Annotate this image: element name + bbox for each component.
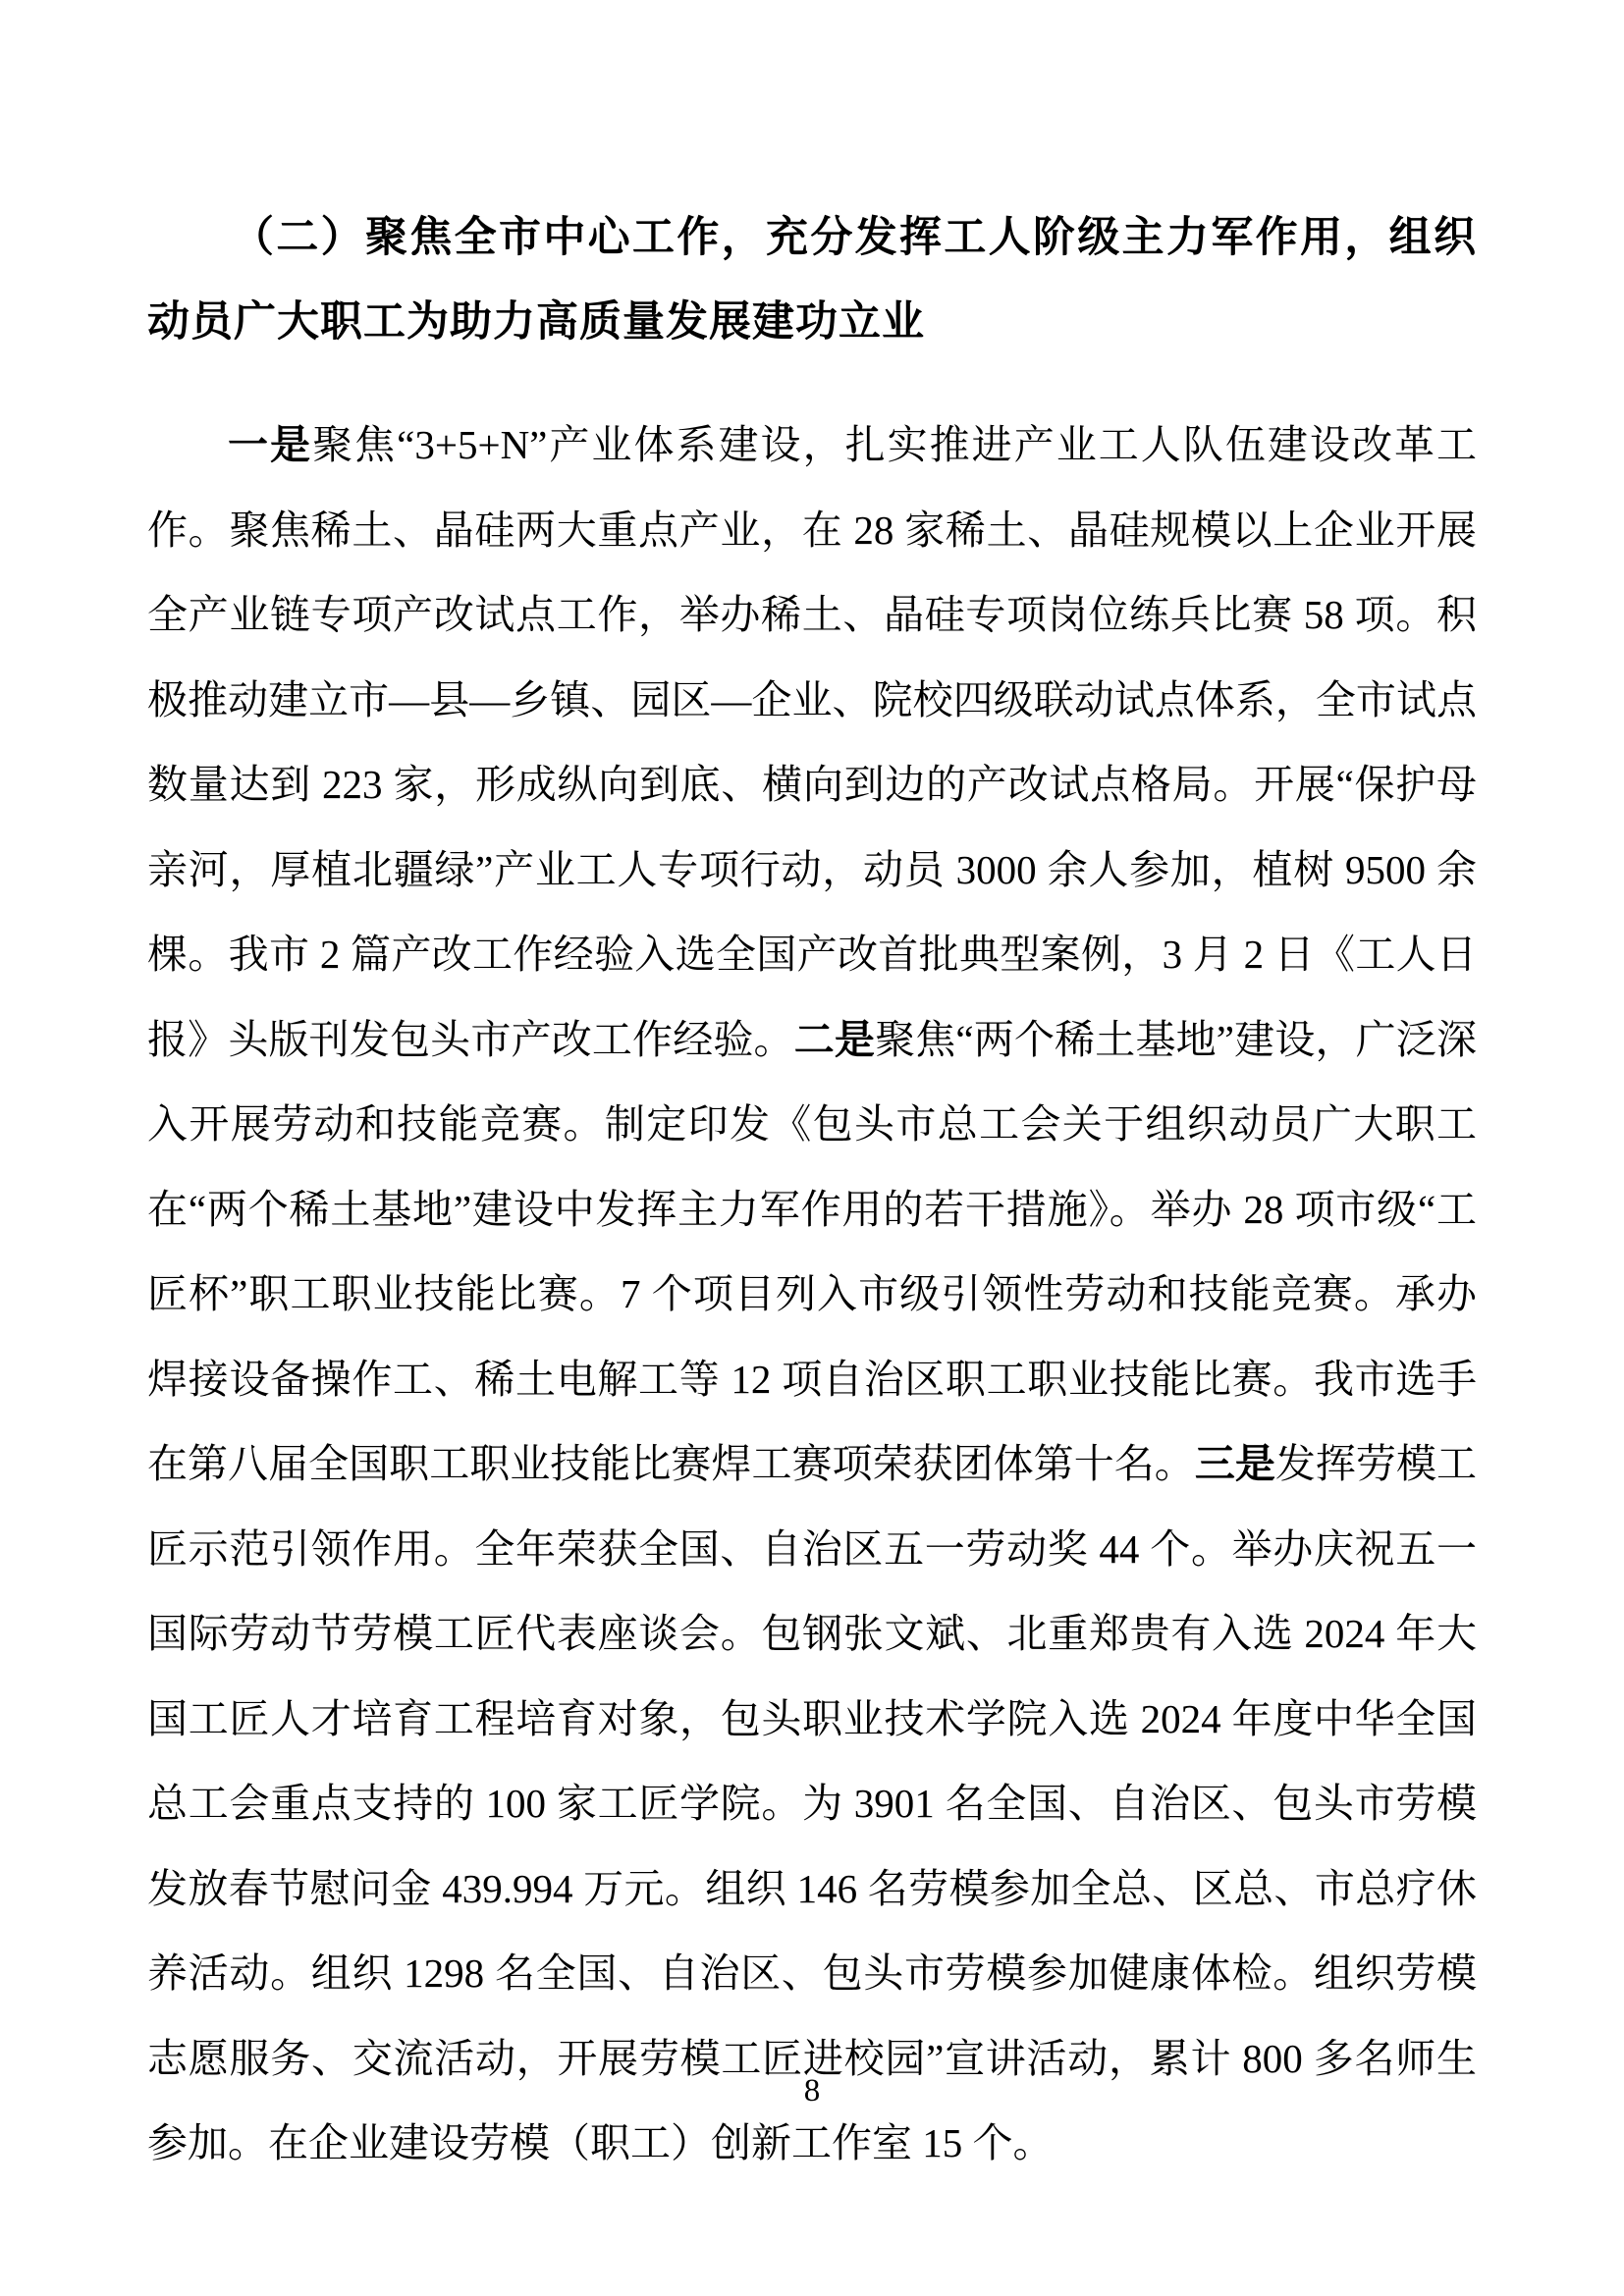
run-text-2: 聚焦“两个稀土基地”建设，广泛深入开展劳动和技能竞赛。制定印发《包头市总工会关于组织动员广大职工在“两个稀土基地”建设中发挥主力军作用的若干措施》。举办 28 项市级“工匠杯”职工职业技能比赛。7 个项目列入市级引领性劳动和技能竞赛。承办焊接设备操作工、稀土电解工等 12 项自治区职工职业技能比赛。我市选手在第八届全国职工职业技能比赛焊工赛项荣获团体第十名。 [147,1016,1477,1486]
run-marker-sanshi: 三是 [1194,1441,1275,1486]
section-heading: （二）聚焦全市中心工作，充分发挥工人阶级主力军作用，组织动员广大职工为助力高质量发展建功立业 [147,215,1477,346]
body-paragraph [147,402,1477,2186]
run-marker-ershi: 二是 [793,1016,876,1062]
run-marker-yishi: 一是 [228,422,313,467]
page-footer [0,2073,1624,2109]
page-content [147,196,1477,2186]
page-number: 8 [803,2073,821,2109]
run-text-1: 聚焦“3+5+N”产业体系建设，扎实推进产业工人队伍建设改革工作。聚焦稀土、晶硅两大重点产业，在 28 家稀土、晶硅规模以上企业开展全产业链专项产改试点工作，举办稀土、晶硅专项岗位练兵比赛 58 项。积极推动建立市—县—乡镇、园区—企业、院校四级联动试点体系，全市试点数量达到 223 家，形成纵向到底、横向到边的产改试点格局。开展“保护母亲河，厚植北疆绿”产业工人专项行动，动员 3000 余人参加，植树 9500 余棵。我市 2 篇产改工作经验入选全国产改首批典型案例，3 月 2 日《工人日报》头版刊发包头市产改工作经验。 [147,422,1478,1062]
run-text-3: 发挥劳模工匠示范引领作用。全年荣获全国、自治区五一劳动奖 44 个。举办庆祝五一国际劳动节劳模工匠代表座谈会。包钢张文斌、北重郑贵有入选 2024 年大国工匠人才培育工程培育对象，包头职业技术学院入选 2024 年度中华全国总工会重点支持的 100 家工匠学院。为 3901 名全国、自治区、包头市劳模发放春节慰问金 439.994 万元。组织 146 名劳模参加全总、区总、市总疗休养活动。组织 1298 名全国、自治区、包头市劳模参加健康体检。组织劳模志愿服务、交流活动，开展劳模工匠进校园”宣讲活动，累计 800 多名师生参加。在企业建设劳模（职工）创新工作室 15 个。 [147,1441,1477,2165]
